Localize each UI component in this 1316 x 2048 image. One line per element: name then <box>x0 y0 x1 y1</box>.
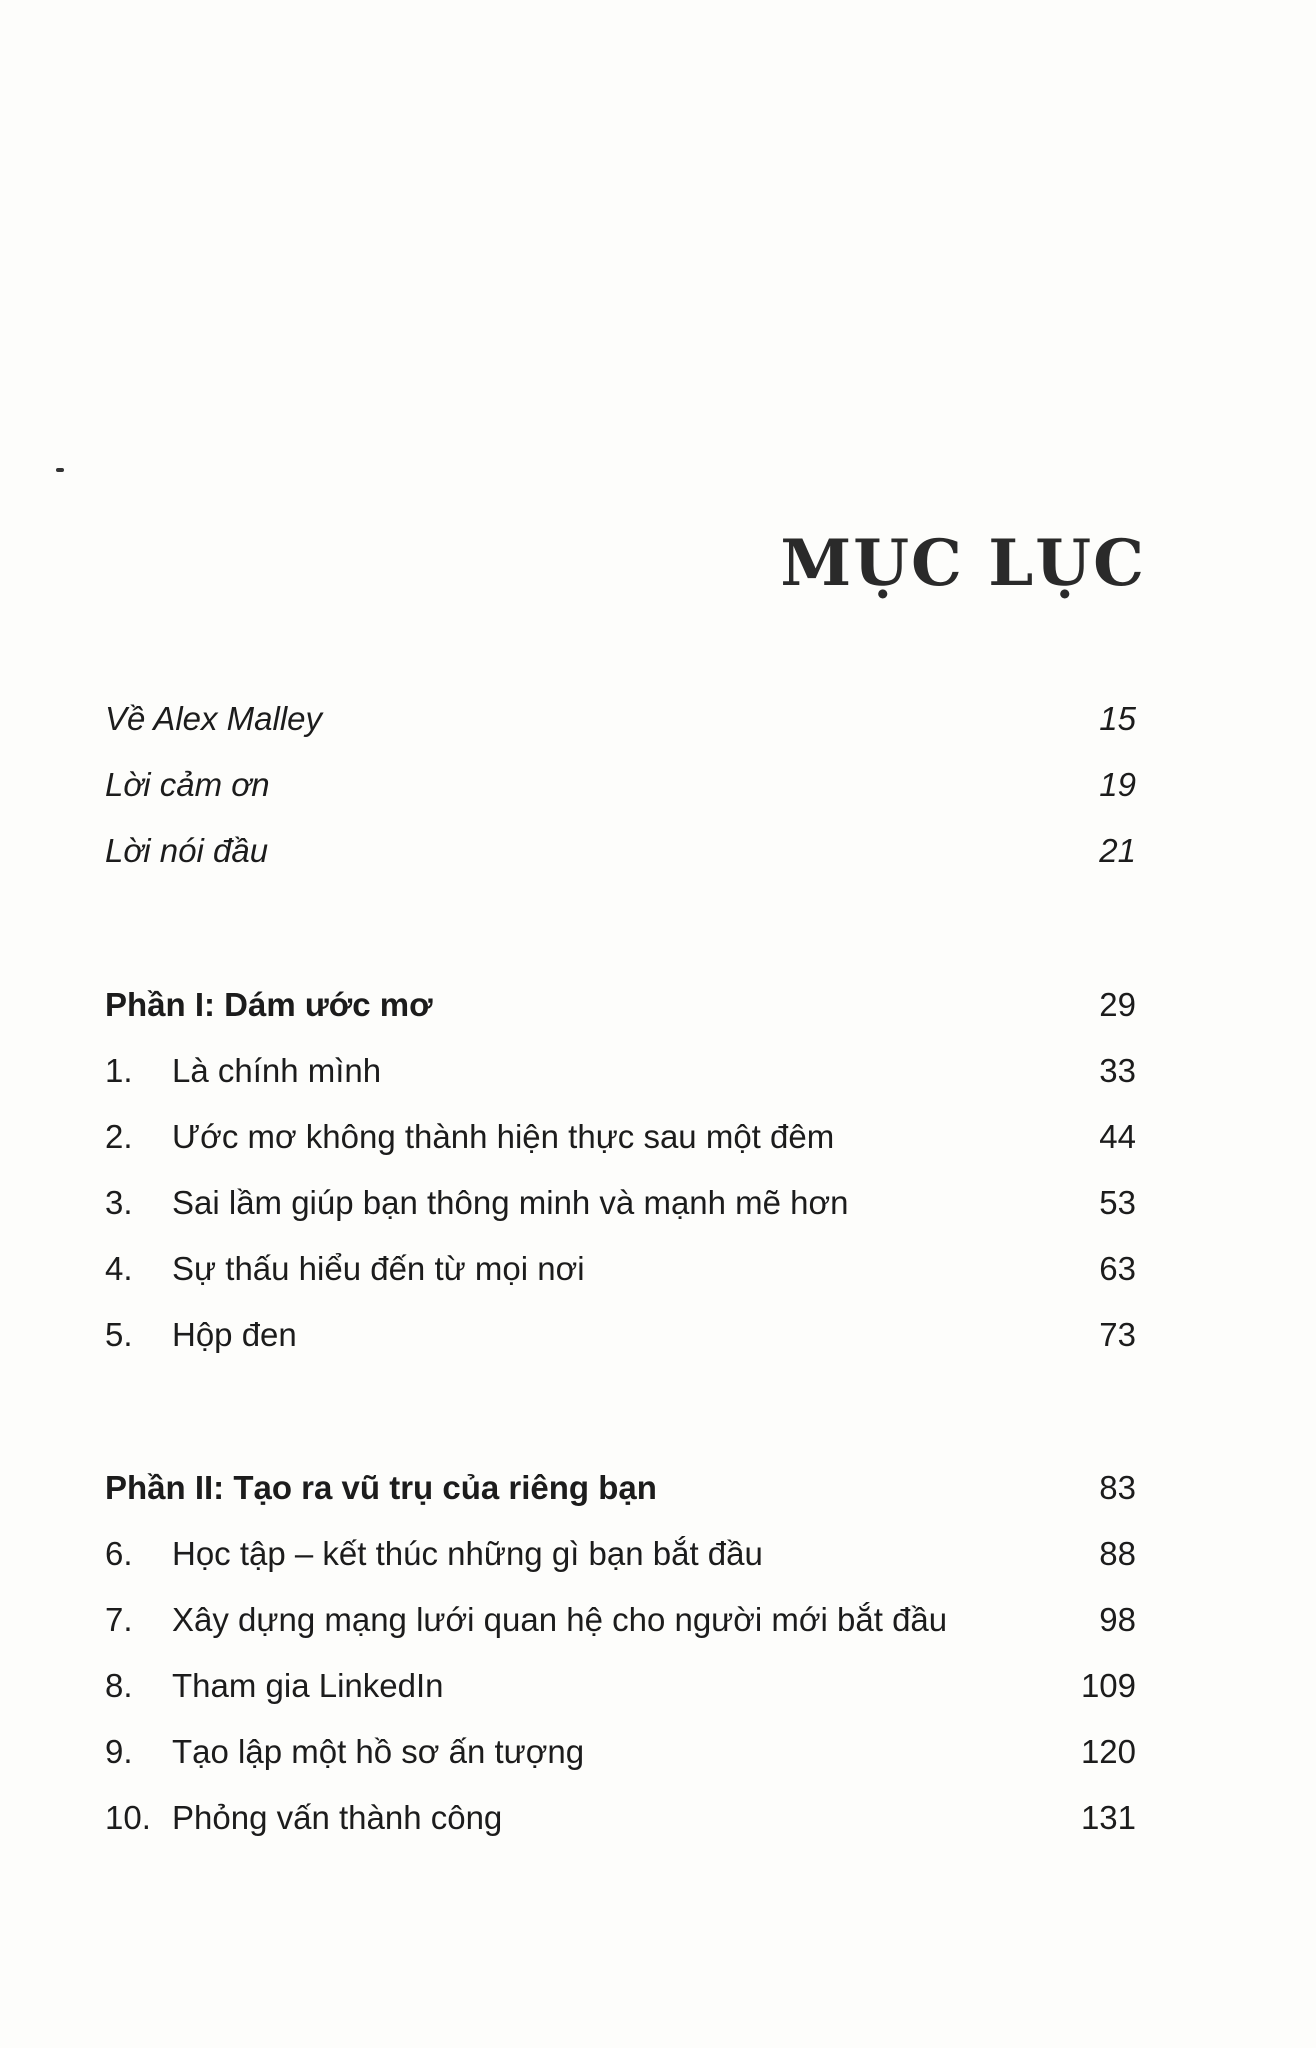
toc-entry[interactable] <box>105 686 1136 752</box>
chapter-title: Tham gia LinkedIn <box>172 1667 444 1704</box>
toc-entry-page: 19 <box>1099 766 1136 803</box>
chapter-entry[interactable] <box>105 1587 1136 1653</box>
chapter-number: 9. <box>105 1733 133 1770</box>
page-mark <box>56 468 64 472</box>
toc-entry-page: 21 <box>1099 832 1136 869</box>
chapter-page: 98 <box>1099 1601 1136 1638</box>
chapter-number: 5. <box>105 1316 133 1353</box>
chapter-number: 4. <box>105 1250 133 1287</box>
chapter-number: 2. <box>105 1118 133 1155</box>
chapter-page: 88 <box>1099 1535 1136 1572</box>
chapter-number: 1. <box>105 1052 133 1089</box>
toc-entry[interactable] <box>105 752 1136 818</box>
chapter-number: 8. <box>105 1667 133 1704</box>
chapter-entry[interactable] <box>105 1653 1136 1719</box>
chapter-title: Phỏng vấn thành công <box>172 1799 503 1836</box>
page-title: MỤC LỤC <box>780 526 1146 601</box>
chapter-page: 63 <box>1099 1250 1136 1287</box>
chapter-page: 53 <box>1099 1184 1136 1221</box>
part-page: 83 <box>1099 1469 1136 1506</box>
part-1-section <box>105 972 1136 1368</box>
chapter-entry[interactable] <box>105 1170 1136 1236</box>
chapter-page: 109 <box>1080 1667 1136 1704</box>
chapter-entry[interactable] <box>105 1785 1136 1851</box>
chapter-title: Sai lầm giúp bạn thông minh và mạnh mẽ hơn <box>172 1184 849 1221</box>
chapter-page: 44 <box>1099 1118 1136 1155</box>
toc-entry-title: Về Alex Malley <box>105 700 323 737</box>
chapter-number: 10. <box>105 1799 151 1836</box>
chapter-entry[interactable] <box>105 1236 1136 1302</box>
chapter-page: 131 <box>1080 1799 1136 1836</box>
chapter-title: Xây dựng mạng lưới quan hệ cho người mới bắt đầu <box>172 1601 948 1638</box>
chapter-number: 3. <box>105 1184 133 1221</box>
chapter-title: Sự thấu hiểu đến từ mọi nơi <box>172 1250 585 1287</box>
chapter-page: 33 <box>1099 1052 1136 1089</box>
part-heading[interactable] <box>105 972 1136 1038</box>
part-2-section <box>105 1455 1136 1851</box>
toc-entry-title: Lời cảm ơn <box>105 766 270 803</box>
chapter-entry[interactable] <box>105 1302 1136 1368</box>
chapter-title: Ước mơ không thành hiện thực sau một đêm <box>172 1118 835 1155</box>
chapter-title: Là chính mình <box>172 1052 382 1089</box>
part-title: Phần II: Tạo ra vũ trụ của riêng bạn <box>105 1469 657 1506</box>
chapter-title: Học tập – kết thúc những gì bạn bắt đầu <box>172 1535 763 1572</box>
chapter-page: 120 <box>1080 1733 1136 1770</box>
chapter-number: 7. <box>105 1601 133 1638</box>
part-page: 29 <box>1099 986 1136 1023</box>
part-title: Phần I: Dám ước mơ <box>105 986 433 1023</box>
chapter-title: Tạo lập một hồ sơ ấn tượng <box>172 1733 585 1770</box>
chapter-title: Hộp đen <box>172 1316 297 1353</box>
toc-entry-title: Lời nói đầu <box>105 832 269 869</box>
chapter-entry[interactable] <box>105 1719 1136 1785</box>
toc-entry-page: 15 <box>1099 700 1136 737</box>
chapter-entry[interactable] <box>105 1104 1136 1170</box>
chapter-number: 6. <box>105 1535 133 1572</box>
chapter-page: 73 <box>1099 1316 1136 1353</box>
chapter-entry[interactable] <box>105 1521 1136 1587</box>
part-heading[interactable] <box>105 1455 1136 1521</box>
front-matter-list <box>105 686 1136 884</box>
toc-entry[interactable] <box>105 818 1136 884</box>
chapter-entry[interactable] <box>105 1038 1136 1104</box>
